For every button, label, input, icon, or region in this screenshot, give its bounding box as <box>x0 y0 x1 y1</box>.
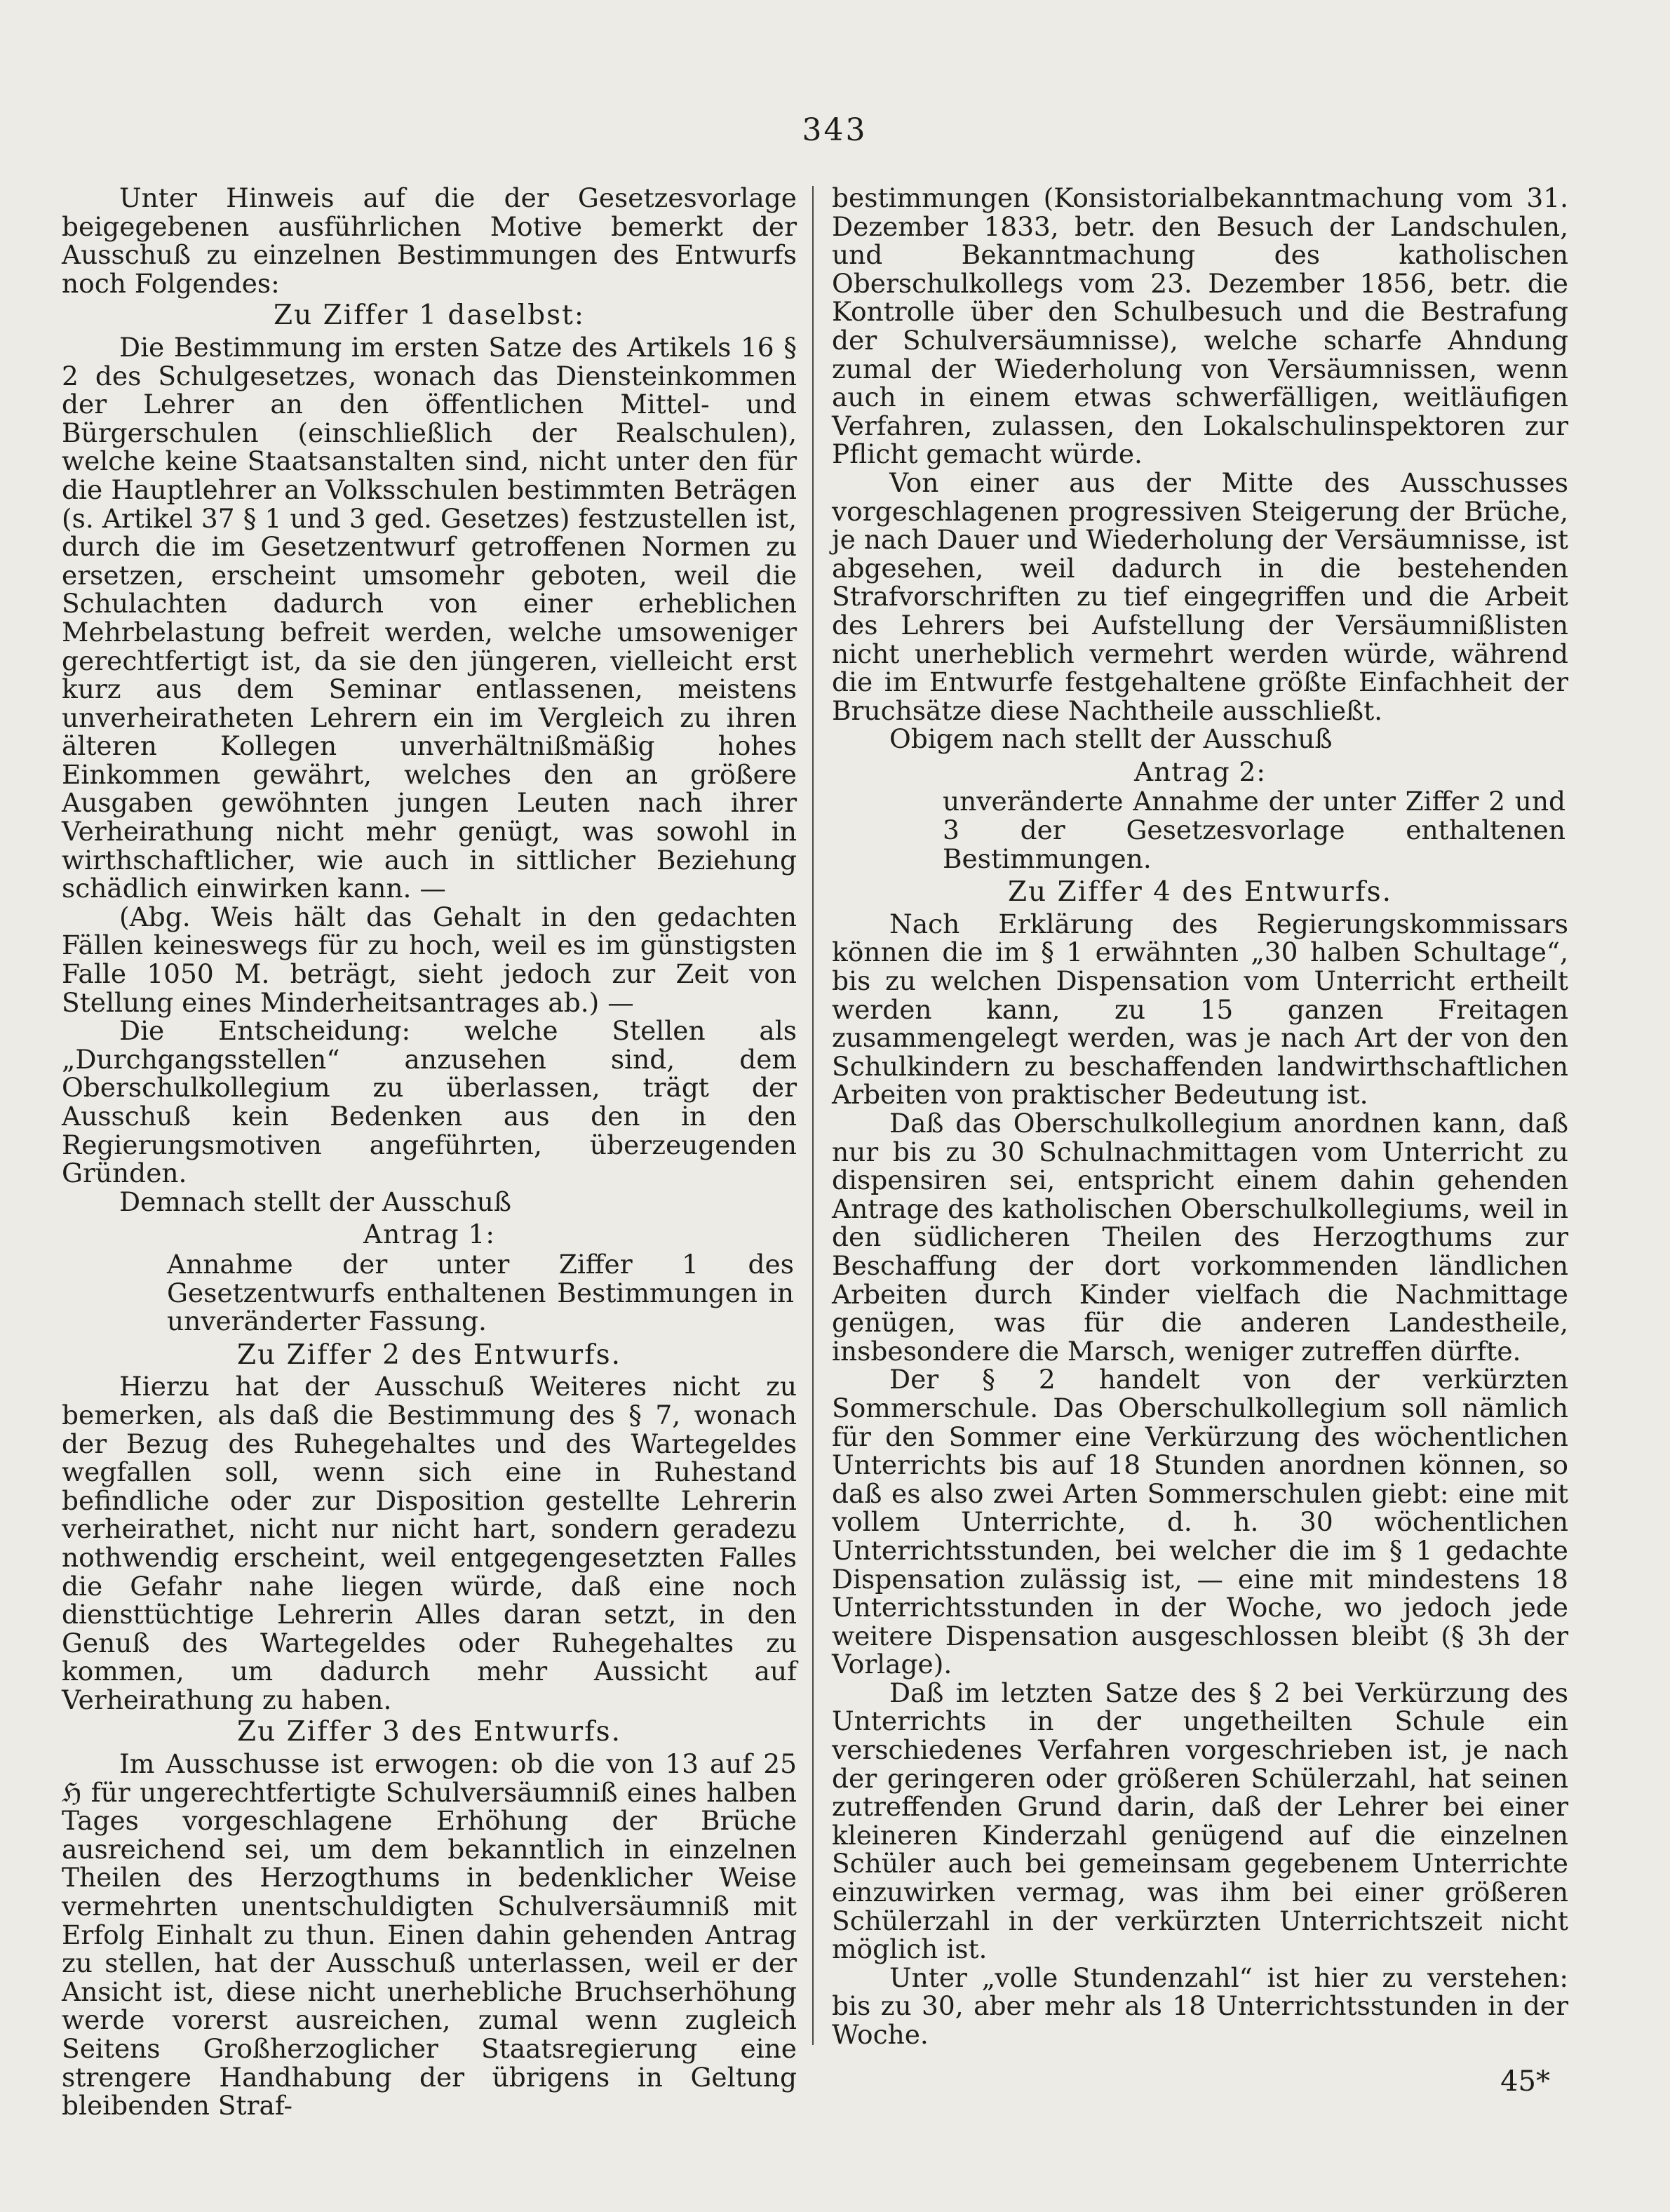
paragraph: Hierzu hat der Ausschuß Weiteres nicht zu bemerken, als daß die Bestimmung des § 7, wonach der Bezug des Ruhegehaltes und des Wartegeldes wegfallen soll, wenn sich eine in Ruhestand befindliche oder zur Disposition gestellte Lehrerin verheirathet, nicht nur nicht hart, sondern geradezu nothwendig erscheint, weil entgegengesetzten Falles die Gefahr nahe liegen würde, daß eine noch diensttüchtige Lehrerin Alles daran setzt, in den Genuß des Wartegeldes oder Ruhegehaltes zu kommen, um dadurch mehr Aussicht auf Verheirathung zu haben. <box>62 1371 797 1715</box>
section-heading-ziffer-4: Zu Ziffer 4 des Entwurfs. <box>1007 876 1393 909</box>
paragraph: Demnach stellt der Ausschuß <box>119 1186 512 1217</box>
motion-2-title: Antrag 2: <box>1133 756 1266 787</box>
column-divider <box>812 186 814 2045</box>
paragraph: Obigem nach stellt der Ausschuß <box>889 723 1333 755</box>
motion-2-text: unveränderte Annahme der unter Ziffer 2 und 3 der Gesetzesvorlage enthaltenen Bestimmungen. <box>943 786 1565 874</box>
paragraph: Daß im letzten Satze des § 2 bei Verkürzung des Unterrichts in der ungetheilten Schule ein verschiedenes Verfahren vorgeschrieben ist, je nach der geringeren oder größeren Schülerzahl, hat seinen zutreffenden Grund darin, daß der Lehrer bei einer kleineren Kinderzahl genügend auf die einzelnen Schüler auch bei gemeinsam gegebenem Unterrichte einzuwirken vermag, was ihm bei einer größeren Schülerzahl in der verkürzten Unterrichtszeit nicht möglich ist. <box>832 1677 1568 1965</box>
paragraph: (Abg. Weis hält das Gehalt in den gedachten Fällen keineswegs für zu hoch, weil es im günstigsten Falle 1050 M. beträgt, sieht jedoch zur Zeit von Stellung eines Minderheitsantrages ab.) — <box>62 901 797 1018</box>
paragraph: Von einer aus der Mitte des Ausschusses vorgeschlagenen progressiven Steigerung der Brüche, je nach Dauer und Wiederholung der Versäumnisse, ist abgesehen, weil dadurch in die bestehenden Strafvorschriften zu tief eingegriffen und die Arbeit des Lehrers bei Aufstellung der Versäumnißlisten nicht unerheblich vermehrt werden würde, während die im Entwurfe festgehaltene größte Einfachheit der Bruchsätze diese Nachtheile ausschließt. <box>832 467 1568 726</box>
right-column <box>832 184 1568 2049</box>
left-column <box>62 184 797 2120</box>
paragraph: Die Bestimmung im ersten Satze des Artikels 16 § 2 des Schulgesetzes, wonach das Diensteinkommen der Lehrer an den öffentlichen Mittel- und Bürgerschulen (einschließlich der Realschulen), welche keine Staatsanstalten sind, nicht unter den für die Hauptlehrer an Volksschulen bestimmten Beträgen (s. Artikel 37 § 1 und 3 ged. Gesetzes) festzustellen ist, durch die im Gesetzentwurf getroffenen Normen zu ersetzen, erscheint umsomehr geboten, weil die Schulachten dadurch von einer erheblichen Mehrbelastung befreit werden, welche umsoweniger gerechtfertigt ist, da sie den jüngeren, vielleicht erst kurz aus dem Seminar entlassenen, meistens unverheiratheten Lehrern ein im Vergleich zu ihren älteren Kollegen unverhältnißmäßig hohes Einkommen gewährt, welches den an größere Ausgaben gewöhnten jungen Leuten nach ihrer Verheirathung nicht mehr genügt, was sowohl in wirthschaftlicher, wie auch in sittlicher Beziehung schädlich einwirken kann. — <box>62 331 797 904</box>
paragraph: Unter „volle Stundenzahl“ ist hier zu verstehen: bis zu 30, aber mehr als 18 Unterrichtsstunden in der Woche. <box>832 1962 1568 2050</box>
paragraph: Nach Erklärung des Regierungskommissars können die im § 1 erwähnten „30 halben Schultage“, bis zu welchen Dispensation vom Unterricht ertheilt werden kann, zu 15 ganzen Freitagen zusammengelegt werden, was je nach Art der von den Schulkindern zu beschaffenden landwirthschaftlichen Arbeiten von praktischer Bedeutung ist. <box>832 908 1568 1111</box>
paragraph: Die Entscheidung: welche Stellen als „Durchgangsstellen“ anzusehen sind, dem Oberschulkollegium zu überlassen, trägt der Ausschuß kein Bedenken aus den in den Regierungsmotiven angeführten, überzeugenden Gründen. <box>62 1015 797 1189</box>
section-heading-ziffer-1: Zu Ziffer 1 daselbst: <box>274 300 585 332</box>
signature-mark: 45* <box>1500 2065 1550 2098</box>
section-heading-ziffer-2: Zu Ziffer 2 des Entwurfs. <box>236 1339 622 1371</box>
section-heading-ziffer-3: Zu Ziffer 3 des Entwurfs. <box>236 1716 622 1748</box>
motion-1-title: Antrag 1: <box>363 1219 495 1250</box>
paragraph: Im Ausschusse ist erwogen: ob die von 13 auf 25 ℌ für ungerechtfertigte Schulversäumniß eines halben Tages vorgeschlagene Erhöhung der Brüche ausreichend sei, um dem bekanntlich in einzelnen Theilen des Herzogthums in bedenklicher Weise vermehrten unentschuldigten Schulversäumniß mit Erfolg Einhalt zu thun. Einen dahin gehenden Antrag zu stellen, hat der Ausschuß unterlassen, weil er der Ansicht ist, diese nicht unerhebliche Bruchserhöhung werde vorerst ausreichen, zumal wenn zugleich Seitens Großherzoglicher Staatsregierung eine strengere Handhabung der übrigens in Geltung bleibenden Straf- <box>62 1748 797 2121</box>
paragraph: Der § 2 handelt von der verkürzten Sommerschule. Das Oberschulkollegium soll nämlich für den Sommer eine Verkürzung des wöchentlichen Unterrichts bis auf 18 Stunden anordnen können, so daß es also zwei Arten Sommerschulen giebt: eine mit vollem Unterrichte, d. h. 30 wöchentlichen Unterrichtsstunden, bei welcher die im § 1 gedachte Dispensation zulässig ist, — eine mit mindestens 18 Unterrichtsstunden in der Woche, wo jedoch jede weitere Dispensation ausgeschlossen bleibt (§ 3h der Vorlage). <box>832 1364 1568 1680</box>
motion-1-text: Annahme der unter Ziffer 1 des Gesetzentwurfs enthaltenen Bestimmungen in unveränderter Fassung. <box>167 1248 794 1337</box>
intro-paragraph: Unter Hinweis auf die der Gesetzesvorlage beigegebenen ausführlichen Motive bemerkt der Ausschuß zu einzelnen Bestimmungen des Entwurfs noch Folgendes: <box>62 182 797 299</box>
paragraph: Daß das Oberschulkollegium anordnen kann, daß nur bis zu 30 Schulnachmittagen vom Unterricht zu dispensiren sei, entspricht einem dahin gehenden Antrage des katholischen Oberschulkollegiums, weil in den südlicheren Theilen des Herzogthums zur Beschaffung der dort vorkommenden ländlichen Arbeiten durch Kinder vielfach die Nachmittage genügen, was für die anderen Landestheile, insbesondere die Marsch, weniger zutreffen dürfte. <box>832 1108 1568 1367</box>
page-number: 343 <box>802 112 868 148</box>
paragraph-continued: bestimmungen (Konsistorialbekanntmachung vom 31. Dezember 1833, betr. den Besuch der Landschulen, und Bekanntmachung des katholischen Oberschulkollegs vom 23. Dezember 1856, betr. die Kontrolle über den Schulbesuch und die Bestrafung der Schulversäumnisse), welche scharfe Ahndung zumal der Wiederholung von Versäumnissen, wenn auch in einem etwas schwerfälligen, weitläufigen Verfahren, zulassen, den Lokalschulinspektoren zur Pflicht gemacht würde. <box>832 182 1568 470</box>
